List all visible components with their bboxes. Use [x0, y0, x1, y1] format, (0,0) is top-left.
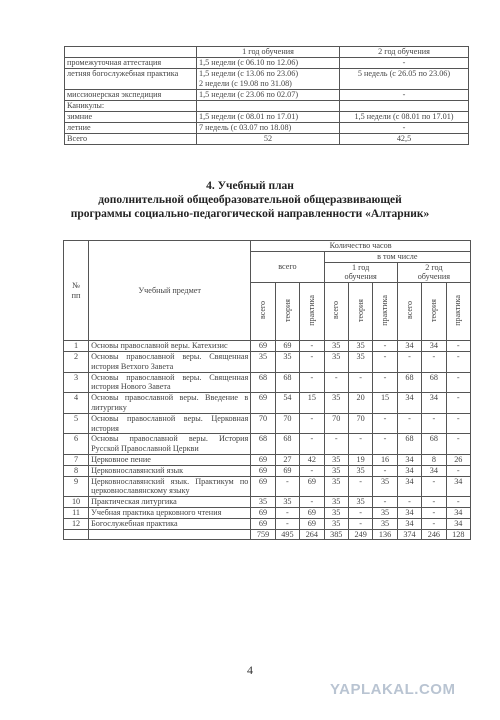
table-row: [64, 393, 471, 414]
col-header-hours: Количество часов: [251, 241, 471, 252]
hours-cell: -: [300, 465, 324, 476]
schedule-cell: -: [340, 90, 469, 101]
total-cell: 264: [300, 529, 324, 540]
hours-cell: 70: [324, 413, 348, 434]
subject-name: Богослужебная практика: [89, 518, 251, 529]
hours-cell: 35: [324, 393, 348, 414]
subject-name: Основы православной веры. Церковная история: [89, 413, 251, 434]
hours-cell: 35: [324, 454, 348, 465]
hours-cell: -: [300, 434, 324, 455]
hours-cell: 34: [397, 341, 421, 352]
hours-cell: -: [446, 434, 470, 455]
hours-cell: 69: [251, 507, 275, 518]
hours-cell: 68: [251, 434, 275, 455]
hours-cell: 35: [324, 497, 348, 508]
hours-cell: -: [373, 372, 397, 393]
hours-cell: -: [275, 476, 299, 497]
col-header-sub-label: теория: [428, 298, 438, 322]
schedule-cell: 1,5 недели (с 06.10 по 12.06): [197, 58, 340, 69]
schedule-cell: 1,5 недели (с 23.06 по 02.07): [197, 90, 340, 101]
schedule-cell: летняя богослужебная практика: [65, 69, 197, 90]
hours-cell: 69: [251, 454, 275, 465]
hours-cell: -: [422, 351, 446, 372]
schedule-row: [65, 90, 469, 101]
totals-row: [64, 529, 471, 540]
schedule-row: [65, 101, 469, 112]
watermark: YAPLAKAL.COM: [330, 681, 456, 698]
total-cell: 136: [373, 529, 397, 540]
hours-cell: 70: [348, 413, 372, 434]
col-header-including: в том числе: [324, 251, 470, 262]
col-header-sub-label: всего: [331, 301, 341, 320]
hours-cell: 69: [300, 507, 324, 518]
row-number: 4: [64, 393, 89, 414]
section-title: 4. Учебный план: [206, 180, 294, 192]
col-header-sub: [251, 283, 275, 341]
subject-name: Церковнославянский язык. Практикум по церковнославянскому языку: [89, 476, 251, 497]
hours-cell: -: [397, 351, 421, 372]
schedule-cell: зимние: [65, 112, 197, 123]
hours-cell: 68: [422, 372, 446, 393]
hours-cell: -: [300, 351, 324, 372]
col-header-sub-label: теория: [355, 298, 365, 322]
col-header-sub: [446, 283, 470, 341]
hours-cell: -: [446, 465, 470, 476]
total-cell: 128: [446, 529, 470, 540]
hours-cell: 34: [422, 341, 446, 352]
hours-cell: 35: [348, 465, 372, 476]
hours-cell: 69: [275, 465, 299, 476]
hours-cell: -: [373, 351, 397, 372]
hours-cell: 34: [397, 393, 421, 414]
schedule-cell: 42,5: [340, 134, 469, 145]
page-number: 4: [247, 663, 253, 677]
col-header-sub: [373, 283, 397, 341]
schedule-table: [64, 46, 469, 145]
schedule-header-cell: 2 год обучения: [340, 47, 469, 58]
hours-cell: -: [300, 372, 324, 393]
row-number: 11: [64, 507, 89, 518]
hours-cell: -: [446, 372, 470, 393]
hours-cell: 34: [446, 518, 470, 529]
subject-name: Церковнославянский язык: [89, 465, 251, 476]
schedule-cell: 52: [197, 134, 340, 145]
hours-cell: -: [300, 497, 324, 508]
table-row: [64, 454, 471, 465]
hours-cell: 54: [275, 393, 299, 414]
hours-cell: 34: [422, 393, 446, 414]
hours-cell: 35: [324, 507, 348, 518]
hours-cell: 35: [373, 518, 397, 529]
hours-cell: -: [422, 507, 446, 518]
hours-cell: 35: [324, 341, 348, 352]
hours-cell: -: [373, 497, 397, 508]
hours-cell: 69: [300, 476, 324, 497]
hours-cell: 69: [251, 341, 275, 352]
hours-cell: 20: [348, 393, 372, 414]
hours-cell: 69: [251, 465, 275, 476]
hours-cell: 68: [397, 372, 421, 393]
hours-cell: 35: [348, 497, 372, 508]
table-row: [64, 351, 471, 372]
schedule-cell: Всего: [65, 134, 197, 145]
curriculum-table: [63, 240, 471, 540]
hours-cell: -: [300, 413, 324, 434]
row-number: 6: [64, 434, 89, 455]
totals-empty-cell: [89, 529, 251, 540]
hours-cell: -: [422, 497, 446, 508]
total-cell: 374: [397, 529, 421, 540]
table-row: [64, 497, 471, 508]
schedule-cell: Каникулы:: [65, 101, 197, 112]
totals-empty-cell: [64, 529, 89, 540]
row-number: 12: [64, 518, 89, 529]
table-row: [64, 465, 471, 476]
hours-cell: 69: [251, 518, 275, 529]
row-number: 9: [64, 476, 89, 497]
schedule-cell: -: [340, 123, 469, 134]
schedule-cell: 5 недель (с 26.05 по 23.06): [340, 69, 469, 90]
hours-cell: 15: [300, 393, 324, 414]
total-cell: 246: [422, 529, 446, 540]
row-number: 3: [64, 372, 89, 393]
hours-cell: 68: [275, 372, 299, 393]
col-header-sub: [422, 283, 446, 341]
schedule-header-row: [65, 47, 469, 58]
hours-cell: -: [300, 341, 324, 352]
hours-cell: -: [324, 434, 348, 455]
schedule-row: [65, 134, 469, 145]
section-subtitle-line2: программы социально-педагогической направленности «Алтарник»: [70, 208, 430, 220]
hours-cell: 34: [446, 476, 470, 497]
hours-cell: -: [446, 351, 470, 372]
hours-cell: -: [446, 393, 470, 414]
hours-cell: -: [373, 465, 397, 476]
table-row: [64, 476, 471, 497]
schedule-cell: -: [340, 58, 469, 69]
table-row: [64, 413, 471, 434]
table-row: [64, 518, 471, 529]
schedule-row: [65, 58, 469, 69]
subject-name: Учебная практика церковного чтения: [89, 507, 251, 518]
schedule-row: [65, 69, 469, 90]
schedule-cell: [340, 101, 469, 112]
hours-cell: -: [348, 476, 372, 497]
hours-cell: 16: [373, 454, 397, 465]
row-number: 5: [64, 413, 89, 434]
total-cell: 249: [348, 529, 372, 540]
subject-name: Основы православной веры. Катехизис: [89, 341, 251, 352]
hours-cell: 42: [300, 454, 324, 465]
hours-cell: 34: [397, 465, 421, 476]
hours-cell: 35: [373, 476, 397, 497]
hours-cell: -: [275, 518, 299, 529]
table-row: [64, 372, 471, 393]
schedule-cell: миссионерская экспедиция: [65, 90, 197, 101]
hours-cell: -: [348, 518, 372, 529]
hours-cell: 34: [422, 465, 446, 476]
hours-cell: 35: [275, 497, 299, 508]
hours-cell: -: [422, 518, 446, 529]
schedule-cell: промежуточная аттестация: [65, 58, 197, 69]
hours-cell: -: [446, 341, 470, 352]
subject-name: Церковное пение: [89, 454, 251, 465]
section-subtitle-line1: дополнительной общеобразовательной общеразвивающей: [98, 194, 402, 206]
hours-cell: -: [446, 413, 470, 434]
hours-cell: -: [397, 413, 421, 434]
schedule-cell: 1,5 недели (с 13.06 по 23.06) 2 недели (с 19.08 по 31.08): [197, 69, 340, 90]
hours-cell: 70: [251, 413, 275, 434]
schedule-row: [65, 123, 469, 134]
row-number: 8: [64, 465, 89, 476]
schedule-cell: летние: [65, 123, 197, 134]
col-header-sub: [300, 283, 324, 341]
subject-name: Практическая литургика: [89, 497, 251, 508]
hours-cell: -: [422, 476, 446, 497]
col-header-sub: [324, 283, 348, 341]
hours-cell: -: [275, 507, 299, 518]
col-header-sub-label: практика: [453, 294, 463, 326]
hours-cell: 19: [348, 454, 372, 465]
hours-cell: 8: [422, 454, 446, 465]
hours-cell: 35: [348, 341, 372, 352]
col-header-sub-label: всего: [258, 301, 268, 320]
hours-cell: 35: [324, 465, 348, 476]
hours-cell: 68: [275, 434, 299, 455]
schedule-cell: [197, 101, 340, 112]
table-row: [64, 434, 471, 455]
hours-cell: 68: [397, 434, 421, 455]
table-row: [64, 341, 471, 352]
row-number: 1: [64, 341, 89, 352]
col-header-sub-label: практика: [306, 294, 316, 326]
hours-cell: 35: [324, 518, 348, 529]
hours-cell: -: [324, 372, 348, 393]
hours-cell: 68: [422, 434, 446, 455]
schedule-cell: 7 недель (с 03.07 по 18.08): [197, 123, 340, 134]
table-row: [64, 507, 471, 518]
hours-cell: 34: [397, 476, 421, 497]
col-header-year1: 1 год обучения: [324, 262, 397, 283]
hours-cell: 69: [251, 393, 275, 414]
total-cell: 759: [251, 529, 275, 540]
schedule-row: [65, 112, 469, 123]
subject-name: Основы православной веры. История Русской Православной Церкви: [89, 434, 251, 455]
hours-cell: 27: [275, 454, 299, 465]
hours-cell: 34: [446, 507, 470, 518]
schedule-cell: 1,5 недели (с 08.01 по 17.01): [340, 112, 469, 123]
total-cell: 495: [275, 529, 299, 540]
hours-cell: 26: [446, 454, 470, 465]
hours-cell: 35: [275, 351, 299, 372]
hours-cell: 34: [397, 518, 421, 529]
hours-cell: 35: [251, 497, 275, 508]
subject-name: Основы православной веры. Священная история Ветхого Завета: [89, 351, 251, 372]
row-number: 2: [64, 351, 89, 372]
row-number: 10: [64, 497, 89, 508]
col-header-number: № пп: [64, 241, 89, 341]
hours-cell: -: [373, 434, 397, 455]
total-cell: 385: [324, 529, 348, 540]
hours-cell: 35: [373, 507, 397, 518]
hours-cell: -: [397, 497, 421, 508]
schedule-header-cell: 1 год обучения: [197, 47, 340, 58]
schedule-header-cell: [65, 47, 197, 58]
col-header-sub-label: теория: [282, 298, 292, 322]
hours-cell: 69: [275, 341, 299, 352]
schedule-cell: 1,5 недели (с 08.01 по 17.01): [197, 112, 340, 123]
hours-cell: -: [422, 413, 446, 434]
hours-cell: 35: [348, 351, 372, 372]
subject-name: Основы православной веры. Священная история Нового Завета: [89, 372, 251, 393]
row-number: 7: [64, 454, 89, 465]
hours-cell: 15: [373, 393, 397, 414]
col-header-sub: [397, 283, 421, 341]
hours-cell: 69: [251, 476, 275, 497]
hours-cell: -: [373, 341, 397, 352]
hours-cell: 35: [324, 476, 348, 497]
col-header-year2: 2 год обучения: [397, 262, 470, 283]
hours-cell: 34: [397, 454, 421, 465]
subject-name: Основы православной веры. Введение в литургику: [89, 393, 251, 414]
hours-cell: 34: [397, 507, 421, 518]
col-header-subject: Учебный предмет: [89, 241, 251, 341]
col-header-sub-label: всего: [404, 301, 414, 320]
hours-cell: 35: [324, 351, 348, 372]
col-header-sub: [348, 283, 372, 341]
col-header-sub: [275, 283, 299, 341]
hours-cell: -: [373, 413, 397, 434]
hours-cell: 69: [300, 518, 324, 529]
hours-cell: 35: [251, 351, 275, 372]
hours-cell: 68: [251, 372, 275, 393]
col-header-sub-label: практика: [380, 294, 390, 326]
hours-cell: -: [348, 434, 372, 455]
hours-cell: -: [446, 497, 470, 508]
hours-cell: -: [348, 507, 372, 518]
hours-cell: -: [348, 372, 372, 393]
hours-cell: 70: [275, 413, 299, 434]
col-header-total-group: всего: [251, 251, 324, 282]
